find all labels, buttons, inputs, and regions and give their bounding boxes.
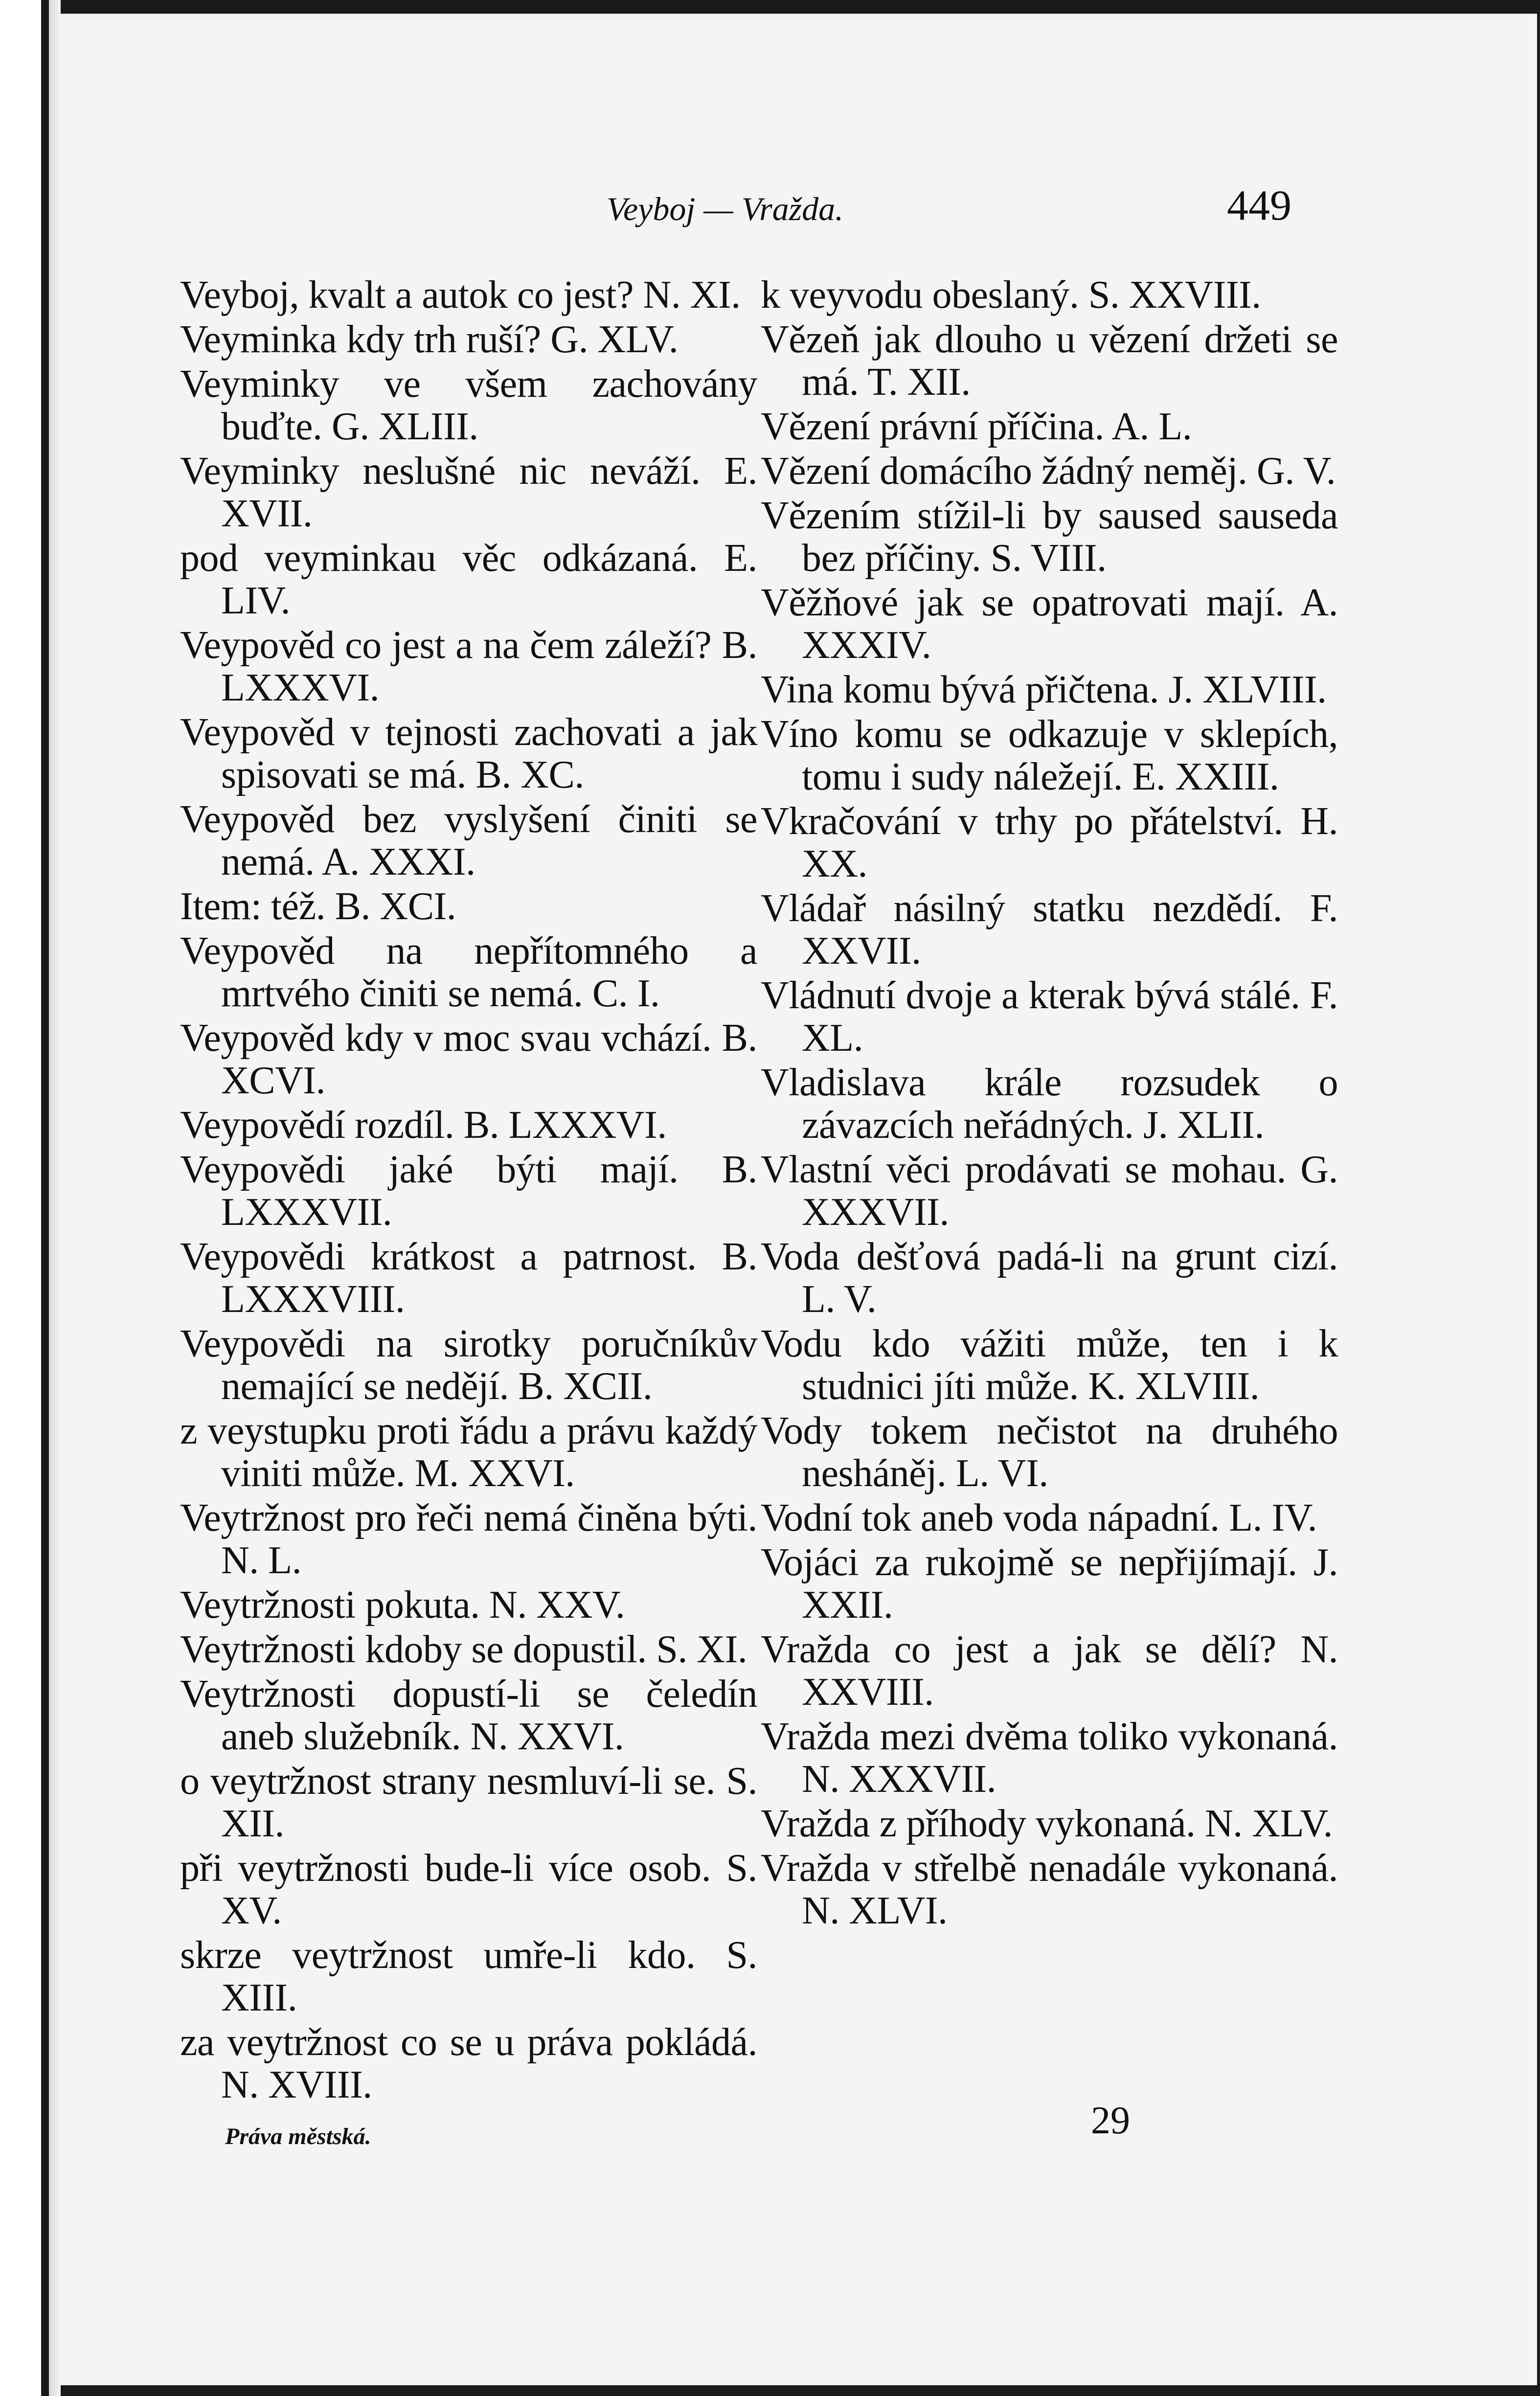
index-entry: Veypovědi krátkost a patrnost. B. LXXXVIII. xyxy=(180,1235,757,1321)
index-entry: Veypověd co jest a na čem záleží? B. LXXXVI. xyxy=(180,624,757,709)
index-entry: Veypovědi jaké býti mají. B. LXXXVII. xyxy=(180,1148,757,1234)
index-entry: Vražda v střelbě nenadále vykonaná. N. XLVI. xyxy=(761,1847,1338,1932)
book-spine xyxy=(41,0,49,2396)
sheet-number: 29 xyxy=(1091,2099,1130,2142)
index-entry: skrze veytržnost umře-li kdo. S. XIII. xyxy=(180,1934,757,2019)
page-number: 449 xyxy=(1227,182,1291,229)
index-entry: Vodní tok aneb voda nápadní. L. IV. xyxy=(761,1496,1317,1539)
index-entry: Veypověd na nepřítomného a mrtvého činiti se nemá. C. I. xyxy=(180,929,757,1015)
index-entry: Veyminka kdy trh ruší? G. XLV. xyxy=(180,318,679,361)
index-column-left xyxy=(180,274,757,2108)
index-entry: Veytržnosti dopustí-li se čeledín aneb služebník. N. XXVI. xyxy=(180,1673,757,1758)
index-entry: Víno komu se odkazuje v sklepích, tomu i sudy náležejí. E. XXIII. xyxy=(761,713,1338,798)
index-entry: Veyminky neslušné nic neváží. E. XVII. xyxy=(180,450,757,535)
index-entry: za veytržnost co se u práva pokládá. N. XVIII. xyxy=(180,2021,757,2106)
index-entry: Vlastní věci prodávati se mohau. G. XXXVII. xyxy=(761,1148,1338,1234)
index-entry: Vězení právní příčina. A. L. xyxy=(761,405,1192,448)
index-entry: Vkračování v trhy po přátelství. H. XX. xyxy=(761,800,1338,885)
index-entry: Věžňové jak se opatrovati mají. A. XXXIV. xyxy=(761,581,1338,667)
printer-signature: Práva městská. xyxy=(225,2124,371,2149)
index-entry: Veyminky ve všem zachovány buďte. G. XLIII. xyxy=(180,362,757,448)
index-entry: Veytržnosti pokuta. N. XXV. xyxy=(180,1583,625,1627)
index-entry: Veyboj, kvalt a autok co jest? N. XI. xyxy=(180,273,741,316)
page-header xyxy=(567,181,1291,235)
index-entry: Vody tokem nečistot na druhého nesháněj. L. VI. xyxy=(761,1409,1338,1495)
index-entry: z veystupku proti řádu a právu každý viniti může. M. XXVI. xyxy=(180,1409,757,1495)
index-entry: Veypověd bez vyslyšení činiti se nemá. A. XXXI. xyxy=(180,798,757,883)
page-edge-shadow xyxy=(49,0,61,2396)
spine-margin xyxy=(0,0,41,2396)
index-entry: Vězením stížil-li by saused sauseda bez příčiny. S. VIII. xyxy=(761,494,1338,580)
index-entry: Veypověd v tejnosti zachovati a jak spisovati se má. B. XC. xyxy=(180,711,757,796)
index-entry: o veytržnost strany nesmluví-li se. S. XII. xyxy=(180,1760,757,1845)
index-entry: Vojáci za rukojmě se nepřijímají. J. XXII. xyxy=(761,1541,1338,1627)
index-entry: Vladislava krále rozsudek o závazcích neřádných. J. XLII. xyxy=(761,1061,1338,1147)
index-entry: pod veyminkau věc odkázaná. E. LIV. xyxy=(180,537,757,622)
index-entry: Vražda z příhody vykonaná. N. XLV. xyxy=(761,1802,1333,1845)
index-entry: k veyvodu obeslaný. S. XXVIII. xyxy=(761,273,1261,316)
scan-border-top xyxy=(0,0,1540,14)
index-entry: Veypověd kdy v moc svau vchází. B. XCVI. xyxy=(180,1017,757,1102)
index-entry: Vězeň jak dlouho u vězení držeti se má. T. XII. xyxy=(761,318,1338,404)
index-entry: Vodu kdo vážiti může, ten i k studnici jíti může. K. XLVIII. xyxy=(761,1322,1338,1408)
index-entry: Vězení domácího žádný neměj. G. V. xyxy=(761,450,1336,493)
index-entry: Veypovědi na sirotky poručníkův nemající se nedějí. B. XCII. xyxy=(180,1322,757,1408)
index-entry: Vina komu bývá přičtena. J. XLVIII. xyxy=(761,668,1327,711)
index-entry: při veytržnosti bude-li více osob. S. XV. xyxy=(180,1847,757,1932)
running-head: Veyboj — Vražda. xyxy=(607,190,844,227)
index-entry: Vražda co jest a jak se dělí? N. XXVIII. xyxy=(761,1628,1338,1714)
index-entry: Item: též. B. XCI. xyxy=(180,885,456,928)
index-entry: Veytržnosti kdoby se dopustil. S. XI. xyxy=(180,1628,747,1671)
index-column-right xyxy=(761,274,1338,1934)
index-entry: Vládař násilný statku nezdědí. F. XXVII. xyxy=(761,887,1338,972)
index-entry: Voda dešťová padá-li na grunt cizí. L. V. xyxy=(761,1235,1338,1321)
index-entry: Veypovědí rozdíl. B. LXXXVI. xyxy=(180,1104,667,1147)
scan-border-right xyxy=(1537,0,1540,2396)
index-entry: Vražda mezi dvěma toliko vykonaná. N. XXXVII. xyxy=(761,1715,1338,1801)
index-entry: Vládnutí dvoje a kterak bývá stálé. F. XL. xyxy=(761,974,1338,1060)
scan-border-bottom xyxy=(0,2385,1540,2396)
index-entry: Veytržnost pro řeči nemá činěna býti. N. L. xyxy=(180,1496,757,1582)
